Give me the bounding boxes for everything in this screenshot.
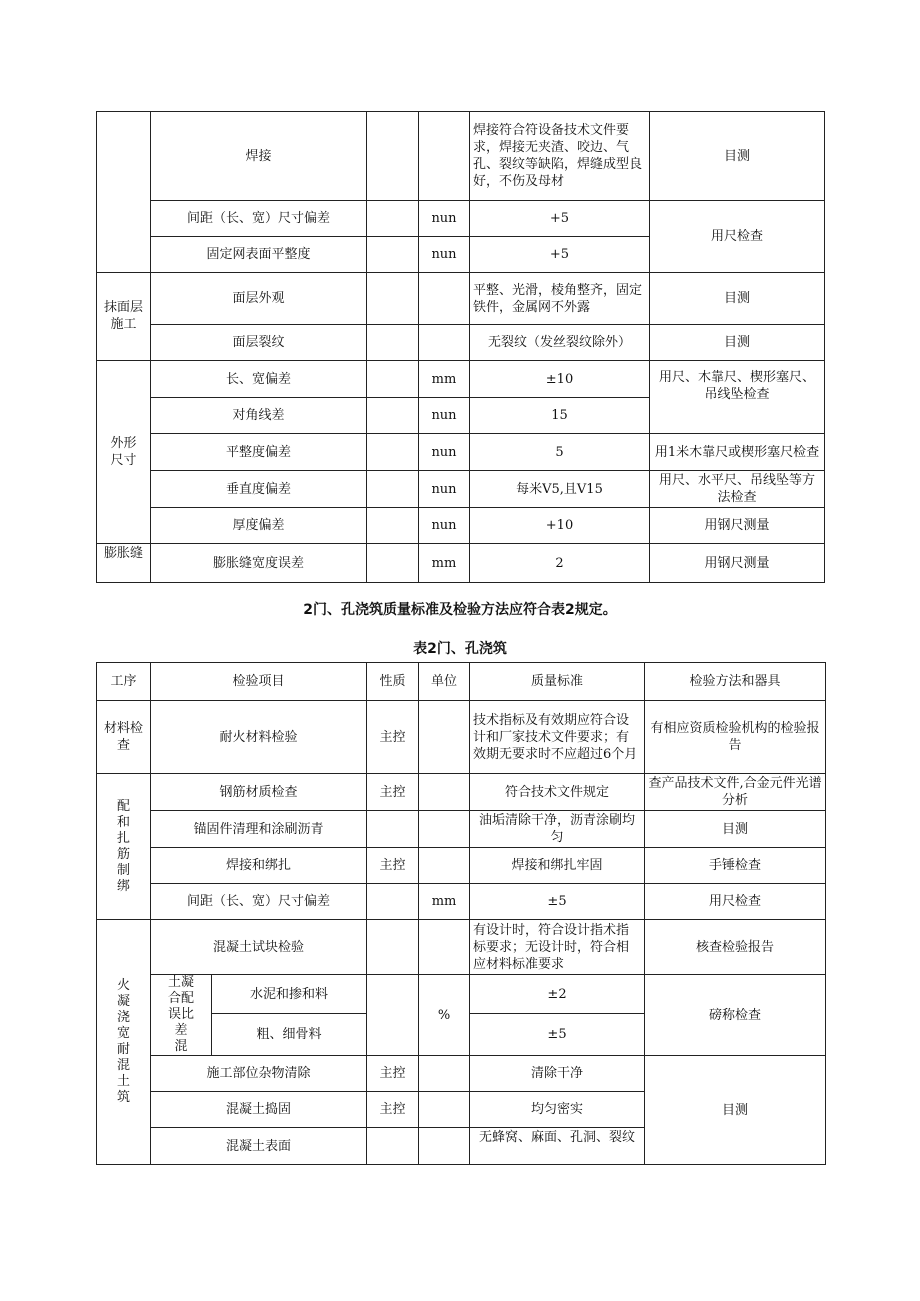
nature-cell: 主控 <box>367 1056 419 1092</box>
table-2-intro-note: 2门、孔浇筑质量标准及检验方法应符合表2规定。 <box>303 602 617 618</box>
standard-cell: 清除干净 <box>470 1056 645 1092</box>
item-cell: 固定网表面平整度 <box>151 237 367 273</box>
process-cell: 抹面层施工 <box>97 273 151 361</box>
nature-cell: 主控 <box>367 774 419 811</box>
item-cell: 膨胀缝宽度误差 <box>151 544 367 583</box>
method-cell: 用尺、水平尺、吊线坠等方法检查 <box>650 471 825 508</box>
item-cell: 焊接和绑扎 <box>151 848 367 884</box>
item-cell: 面层裂纹 <box>151 325 367 361</box>
table-row <box>97 201 825 237</box>
method-cell: 用钢尺测量 <box>650 544 825 583</box>
method-cell: 核查检验报告 <box>645 920 826 975</box>
table-row <box>97 544 825 583</box>
item-cell: 面层外观 <box>151 273 367 325</box>
item-cell: 混凝土捣固 <box>151 1092 367 1128</box>
table-row <box>97 361 825 398</box>
table-row <box>97 273 825 325</box>
standard-cell: 均匀密实 <box>470 1092 645 1128</box>
table-row <box>97 112 825 201</box>
method-cell: 查产品技术文件,合金元件光谱分析 <box>645 774 826 811</box>
table-2 <box>96 662 826 1165</box>
process-cell-concrete: 火 凝 浇 宽 耐 混 土 筑 <box>97 920 151 1165</box>
unit-cell: mm <box>419 884 470 920</box>
standard-cell: 5 <box>470 434 650 471</box>
table-row <box>97 471 825 508</box>
unit-cell: % <box>419 975 470 1056</box>
table-1-continued <box>96 111 825 583</box>
method-cell: 目测 <box>645 1056 826 1165</box>
table-2-title: 表2门、孔浇筑 <box>413 641 507 657</box>
item-cell: 对角线差 <box>151 398 367 434</box>
unit-cell: nun <box>419 471 470 508</box>
unit-cell: mm <box>419 361 470 398</box>
table-row <box>97 701 826 774</box>
method-cell: 目测 <box>650 273 825 325</box>
nature-cell: 主控 <box>367 701 419 774</box>
table-row <box>97 811 826 848</box>
standard-cell: 无裂纹（发丝裂纹除外） <box>470 325 650 361</box>
method-cell: 有相应资质检验机构的检验报告 <box>645 701 826 774</box>
method-cell: 目测 <box>650 112 825 201</box>
method-cell: 手锤检查 <box>645 848 826 884</box>
method-cell: 用1米木靠尺或楔形塞尺检查 <box>650 434 825 471</box>
standard-cell: +5 <box>470 237 650 273</box>
item-cell: 平整度偏差 <box>151 434 367 471</box>
table-row <box>97 975 826 1014</box>
header-method: 检验方法和器具 <box>645 663 826 701</box>
table-row <box>97 884 826 920</box>
header-standard: 质量标准 <box>470 663 645 701</box>
table-row <box>97 774 826 811</box>
header-unit: 单位 <box>419 663 470 701</box>
unit-cell: nun <box>419 508 470 544</box>
item-cell: 混凝土表面 <box>151 1128 367 1165</box>
method-cell: 用尺、木靠尺、楔形塞尺、吊线坠检查 <box>650 361 825 434</box>
item-cell: 钢筋材质检查 <box>151 774 367 811</box>
process-cell-rebar: 配 和 扎 筋 制 绑 <box>97 774 151 920</box>
process-cell: 外形尺寸 <box>97 361 151 544</box>
standard-cell: ±2 <box>470 975 645 1014</box>
table-row <box>97 434 825 471</box>
header-item: 检验项目 <box>151 663 367 701</box>
unit-cell: nun <box>419 434 470 471</box>
standard-cell: ±10 <box>470 361 650 398</box>
standard-cell: 平整、光滑，棱角整齐，固定铁件，金属网不外露 <box>470 273 650 325</box>
standard-cell: 无蜂窝、麻面、孔洞、裂纹 <box>470 1128 645 1165</box>
method-cell: 用钢尺测量 <box>650 508 825 544</box>
nature-cell: 主控 <box>367 1092 419 1128</box>
unit-cell: nun <box>419 237 470 273</box>
method-cell: 磅称检查 <box>645 975 826 1056</box>
standard-cell: 技术指标及有效期应符合设计和厂家技术文件要求；有效期无要求时不应超过6个月 <box>470 701 645 774</box>
item-cell: 水泥和掺和料 <box>212 975 367 1014</box>
standard-cell: ±5 <box>470 1014 645 1056</box>
item-cell: 间距（长、宽）尺寸偏差 <box>151 201 367 237</box>
table-row <box>97 1056 826 1092</box>
standard-cell: 15 <box>470 398 650 434</box>
standard-cell: 符合技术文件规定 <box>470 774 645 811</box>
item-cell: 施工部位杂物清除 <box>151 1056 367 1092</box>
method-cell: 用尺检查 <box>650 201 825 273</box>
nature-cell: 主控 <box>367 848 419 884</box>
standard-cell: 有设计时，符合设计指术指标要求；无设计时，符合相应材料标准要求 <box>470 920 645 975</box>
item-cell: 垂直度偏差 <box>151 471 367 508</box>
standard-cell: +10 <box>470 508 650 544</box>
process-cell: 材料检查 <box>97 701 151 774</box>
item-cell: 长、宽偏差 <box>151 361 367 398</box>
mix-error-label: 土凝 合配 误比 差 混 <box>151 975 212 1056</box>
standard-cell: 2 <box>470 544 650 583</box>
table-row <box>97 920 826 975</box>
item-cell: 耐火材料检验 <box>151 701 367 774</box>
method-cell: 用尺检查 <box>645 884 826 920</box>
standard-cell: 油垢清除干净，沥青涂刷均匀 <box>470 811 645 848</box>
item-cell: 焊接 <box>151 112 367 201</box>
item-cell: 锚固件清理和涂刷沥青 <box>151 811 367 848</box>
standard-cell: ±5 <box>470 884 645 920</box>
item-cell: 间距（长、宽）尺寸偏差 <box>151 884 367 920</box>
table-row <box>97 848 826 884</box>
process-cell-empty <box>97 112 151 273</box>
table-row <box>97 325 825 361</box>
item-cell: 混凝土试块检验 <box>151 920 367 975</box>
standard-cell: +5 <box>470 201 650 237</box>
standard-cell: 焊接和绑扎牢固 <box>470 848 645 884</box>
unit-cell: nun <box>419 201 470 237</box>
unit-cell: mm <box>419 544 470 583</box>
table-header-row <box>97 663 826 701</box>
standard-cell: 焊接符合符设备技术文件要求，焊接无夹渣、咬边、气孔、裂纹等缺陷，焊缝成型良好，不伤及母材 <box>470 112 650 201</box>
table-row <box>97 508 825 544</box>
method-cell: 目测 <box>650 325 825 361</box>
header-process: 工序 <box>97 663 151 701</box>
process-cell: 膨胀缝 <box>97 544 151 583</box>
item-cell: 粗、细骨料 <box>212 1014 367 1056</box>
item-cell: 厚度偏差 <box>151 508 367 544</box>
header-nature: 性质 <box>367 663 419 701</box>
standard-cell: 每米V5,且V15 <box>470 471 650 508</box>
unit-cell: nun <box>419 398 470 434</box>
method-cell: 目测 <box>645 811 826 848</box>
